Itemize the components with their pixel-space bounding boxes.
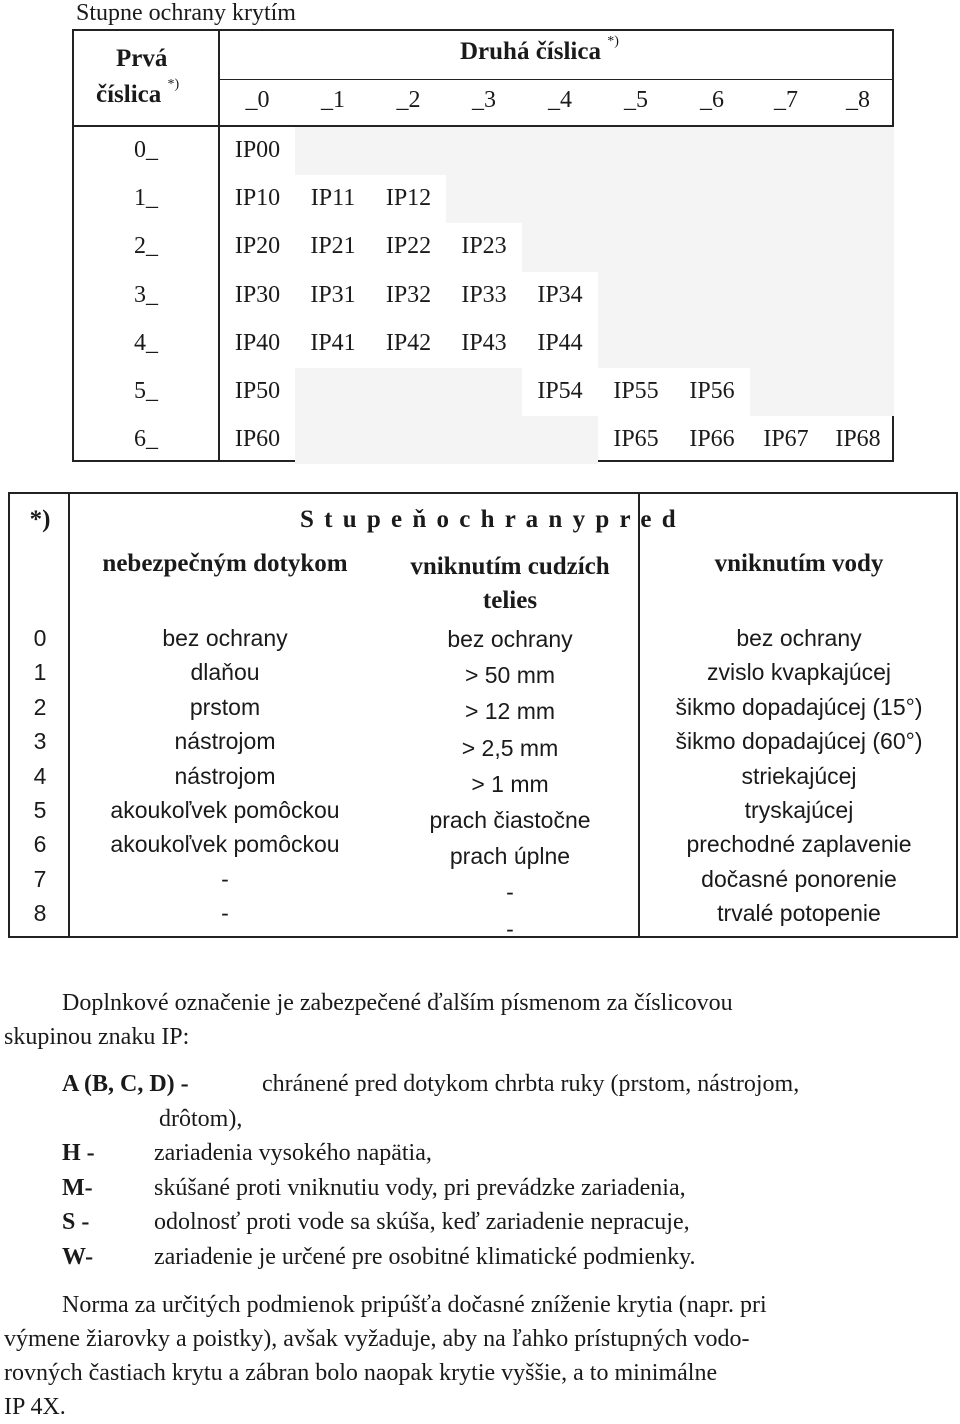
header-bottom-rule: [74, 125, 894, 127]
ip-code-cell: IP34: [537, 281, 583, 308]
header-divider: [220, 79, 894, 80]
ip-code-cell: IP41: [310, 329, 356, 356]
page-title: Stupne ochrany krytím: [76, 0, 296, 26]
water-protection-item: zvislo kvapkajúcej: [706, 659, 892, 686]
touch-column-header: nebezpečným dotykom: [102, 550, 348, 577]
empty-cell: [522, 175, 598, 223]
empty-cell: [750, 175, 822, 223]
ip-code-cell: IP55: [613, 378, 659, 404]
empty-cell: [822, 320, 894, 368]
ip-code-cell: IP68: [835, 426, 881, 453]
water-protection-item: trvalé potopenie: [717, 900, 881, 927]
column-header-second-digit: _7: [774, 87, 798, 113]
row-label-first-digit: 2_: [134, 233, 158, 260]
ip-code-cell: IP10: [234, 185, 281, 212]
foreign-body-item: -: [506, 879, 514, 906]
touch-protection-item: akoukoľvek pomôckou: [110, 797, 340, 824]
foreign-bodies-column-header: vniknutím cudzích telies: [410, 553, 610, 614]
empty-cell: [522, 127, 598, 175]
ip-code-matrix-table: [72, 29, 894, 462]
water-protection-item: šikmo dopadajúcej (15°): [675, 693, 923, 720]
empty-cell: [446, 416, 522, 464]
ip-code-cell: IP65: [613, 426, 659, 453]
empty-cell: [750, 320, 822, 368]
column-header-second-digit: _8: [846, 87, 870, 113]
empty-cell: [750, 272, 822, 320]
ip-code-cell: IP67: [763, 426, 809, 453]
ip-code-cell: IP23: [461, 233, 507, 260]
row-label-first-digit: 3_: [134, 281, 158, 308]
row-label-first-digit: 1_: [134, 185, 158, 212]
empty-cell: [371, 416, 446, 464]
ip-code-cell: IP50: [234, 378, 281, 404]
ip-code-cell: IP43: [461, 329, 507, 356]
water-protection-item: tryskajúcej: [744, 797, 854, 824]
foreign-body-item: prach úplne: [449, 843, 571, 870]
protection-digit: 4: [33, 762, 47, 789]
protection-digit: 5: [33, 797, 47, 824]
ip-code-cell: IP54: [537, 378, 583, 404]
protection-digit: 8: [33, 900, 47, 927]
ip-code-cell: IP21: [310, 233, 356, 260]
foreign-body-item: > 50 mm: [464, 662, 556, 689]
empty-cell: [371, 127, 446, 175]
footnote-mark: *): [29, 506, 51, 533]
water-column-header: vniknutím vody: [714, 550, 884, 577]
column-header-second-digit: _0: [245, 87, 270, 113]
list-item: drôtom),: [159, 1105, 243, 1132]
empty-cell: [446, 175, 522, 223]
foreign-body-item: > 2,5 mm: [461, 734, 559, 761]
column-header-second-digit: _2: [396, 87, 421, 113]
norm-paragraph-line3: rovných častiach krytu a zábran bolo naopak krytie vyššie, a to minimálne: [4, 1360, 718, 1386]
empty-cell: [674, 272, 750, 320]
water-protection-item: dočasné ponorenie: [701, 865, 897, 892]
touch-protection-item: bez ochrany: [162, 625, 288, 651]
ip-code-cell: IP31: [310, 281, 356, 308]
foreign-body-item: -: [506, 915, 514, 942]
touch-protection-item: prstom: [189, 693, 261, 720]
touch-protection-item: nástrojom: [174, 728, 276, 755]
supplement-intro: Doplnkové označenie je zabezpečené ďalším písmenom za číslicovou: [62, 990, 733, 1016]
empty-cell: [674, 127, 750, 175]
column-header-second-digit: _5: [624, 87, 648, 113]
water-protection-list: [640, 621, 958, 931]
ip-code-cell: IP20: [234, 233, 281, 260]
ip-code-cell: IP32: [385, 281, 432, 308]
empty-cell: [822, 272, 894, 320]
empty-cell: [522, 416, 598, 464]
row-label-first-digit: 4_: [134, 329, 158, 356]
ip-code-cell: IP22: [385, 233, 432, 260]
touch-protection-item: -: [221, 900, 229, 927]
touch-protection-item: -: [221, 865, 229, 892]
foreign-body-item: > 12 mm: [464, 698, 556, 725]
empty-cell: [674, 175, 750, 223]
empty-cell: [674, 223, 750, 271]
empty-cell: [522, 223, 598, 271]
list-item: H - zariadenia vysokého napätia,: [62, 1140, 432, 1167]
norm-paragraph-line4: IP 4X.: [4, 1394, 66, 1420]
empty-cell: [822, 368, 894, 416]
empty-cell: [295, 368, 371, 416]
touch-protection-item: akoukoľvek pomôckou: [110, 831, 340, 858]
list-item: M- skúšané proti vniknutiu vody, pri prevádzke zariadenia,: [62, 1174, 686, 1201]
empty-cell: [598, 175, 674, 223]
row-label-first-digit: 6_: [134, 426, 158, 453]
empty-cell: [598, 223, 674, 271]
empty-cell: [295, 416, 371, 464]
empty-cell: [674, 320, 750, 368]
foreign-bodies-list: [382, 621, 638, 947]
protection-digit: 0: [33, 625, 47, 651]
row-label-first-digit: 0_: [134, 137, 158, 163]
empty-cell: [598, 320, 674, 368]
protection-digit: 1: [33, 659, 47, 686]
supplement-intro-line2: skupinou znaku IP:: [4, 1024, 190, 1050]
norm-paragraph-line2: výmene žiarovky a poistky), avšak vyžaduje, aby na ľahko prístupných vodo-: [4, 1326, 750, 1352]
empty-cell: [750, 223, 822, 271]
empty-cell: [446, 127, 522, 175]
list-item: S - odolnosť proti vode sa skúša, keď zariadenie nepracuje,: [62, 1209, 690, 1236]
protection-digit: 3: [33, 728, 47, 755]
first-digit-label: Prvá: [116, 45, 168, 72]
norm-paragraph-line1: Norma za určitých podmienok pripúšťa dočasné zníženie krytia (napr. pri: [62, 1292, 767, 1318]
second-digit-label: Druhá číslica *): [460, 34, 619, 65]
ip-code-cell: IP60: [234, 426, 281, 453]
row-label-first-digit: 5_: [134, 378, 158, 404]
column-header-second-digit: _1: [321, 87, 345, 113]
empty-cell: [598, 127, 674, 175]
empty-cell: [750, 368, 822, 416]
list-item: A (B, C, D) - chránené pred dotykom chrbta ruky (prstom, nástrojom,: [62, 1071, 800, 1097]
ip-code-cell: IP33: [461, 281, 507, 308]
empty-cell: [822, 175, 894, 223]
foreign-body-item: > 1 mm: [471, 770, 549, 797]
protection-main-header: S t u p e ň o c h r a n y p r e d: [300, 506, 678, 533]
protection-degrees-table: [8, 492, 958, 942]
empty-cell: [371, 368, 446, 416]
foreign-body-item: bez ochrany: [447, 626, 573, 652]
ip-code-cell: IP66: [689, 426, 735, 453]
empty-cell: [295, 127, 371, 175]
ip-code-cell: IP44: [537, 329, 583, 356]
ip-code-cell: IP11: [310, 185, 356, 212]
ip-code-cell: IP00: [234, 137, 281, 163]
protection-digit: 2: [33, 693, 47, 720]
touch-protection-list: [70, 621, 380, 931]
water-protection-item: šikmo dopadajúcej (60°): [675, 728, 923, 755]
column-header-second-digit: _4: [548, 87, 572, 113]
water-protection-item: striekajúcej: [741, 762, 857, 789]
supplement-letter-list: [62, 1067, 942, 1275]
ip-code-cell: IP40: [234, 329, 281, 356]
ip-code-cell: IP42: [385, 329, 432, 356]
touch-protection-item: nástrojom: [174, 762, 276, 789]
list-item: W- zariadenie je určené pre osobitné klimatické podmienky.: [62, 1243, 696, 1270]
empty-cell: [598, 272, 674, 320]
empty-cell: [750, 127, 822, 175]
ip-code-cell: IP30: [234, 281, 281, 308]
protection-digit: 6: [33, 831, 47, 858]
water-protection-item: bez ochrany: [736, 625, 862, 651]
digit-column: [10, 621, 70, 931]
touch-protection-item: dlaňou: [190, 659, 260, 686]
foreign-body-item: prach čiastočne: [429, 807, 591, 834]
water-protection-item: prechodné zaplavenie: [686, 831, 912, 858]
ip-code-cell: IP56: [689, 378, 735, 404]
empty-cell: [446, 368, 522, 416]
column-header-second-digit: _6: [700, 87, 724, 113]
column-header-second-digit: _3: [472, 87, 496, 113]
ip-code-cell: IP12: [385, 185, 432, 212]
empty-cell: [822, 223, 894, 271]
protection-digit: 7: [33, 865, 47, 892]
first-digit-label-line2: číslica *): [96, 77, 180, 108]
empty-cell: [822, 127, 894, 175]
